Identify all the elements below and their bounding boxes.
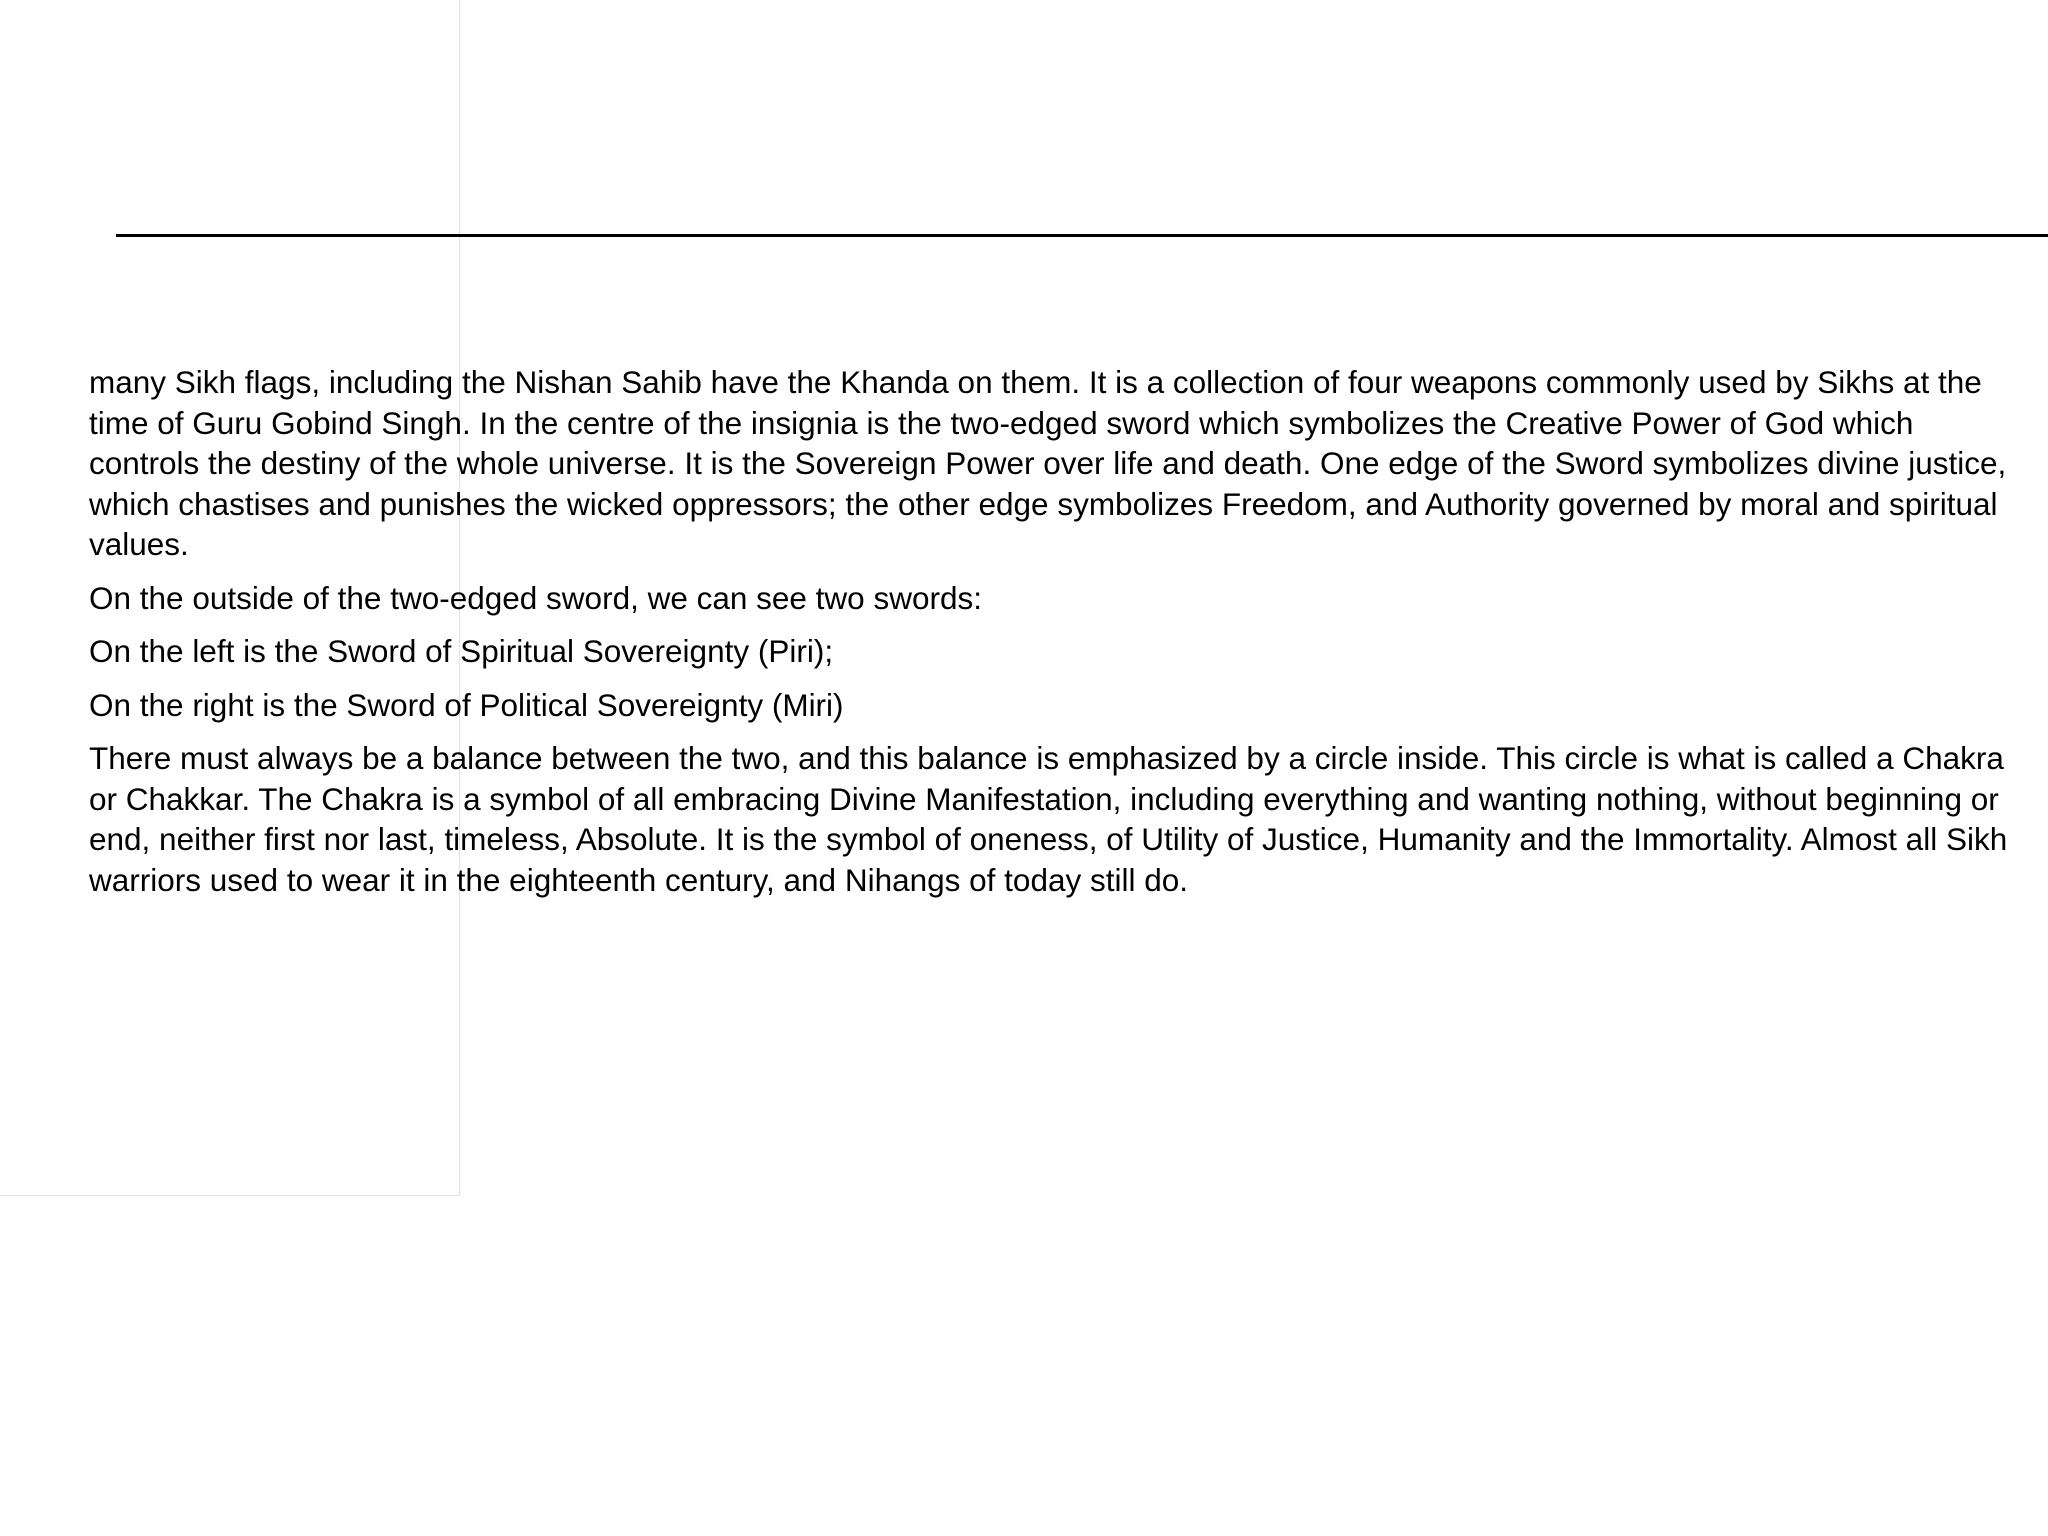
paragraph-chakra: There must always be a balance between the two, and this balance is emphasized by a circle inside. This circle is what is called a Chakra or Chakkar. The Chakra is a symbol of all embracing Divine Manifestation, including everything and wanting nothing, without beginning or end, neither first nor last, timeless, Absolute. It is the symbol of oneness, of Utility of Justice, Humanity and the Immortality. Almost all Sikh warriors used to wear it in the eighteenth century, and Nihangs of today still do. <box>89 740 2008 898</box>
paragraph-piri: On the left is the Sword of Spiritual Sovereignty (Piri); <box>89 633 834 669</box>
document-body <box>89 362 2019 913</box>
header-divider <box>116 234 2048 237</box>
paragraph-khanda-description: many Sikh flags, including the Nishan Sahib have the Khanda on them. It is a collection of four weapons commonly used by Sikhs at the time of Guru Gobind Singh. In the centre of the insignia is the two-edged sword which symbolizes the Creative Power of God which controls the destiny of the whole universe. It is the Sovereign Power over life and death. One edge of the Sword symbolizes divine justice, which chastises and punishes the wicked oppressors; the other edge symbolizes Freedom, and Authority governed by moral and spiritual values. <box>89 364 2007 562</box>
paragraph-miri: On the right is the Sword of Political Sovereignty (Miri) <box>89 686 844 723</box>
paragraph-two-swords-intro: On the outside of the two-edged sword, we can see two swords: <box>89 579 982 616</box>
